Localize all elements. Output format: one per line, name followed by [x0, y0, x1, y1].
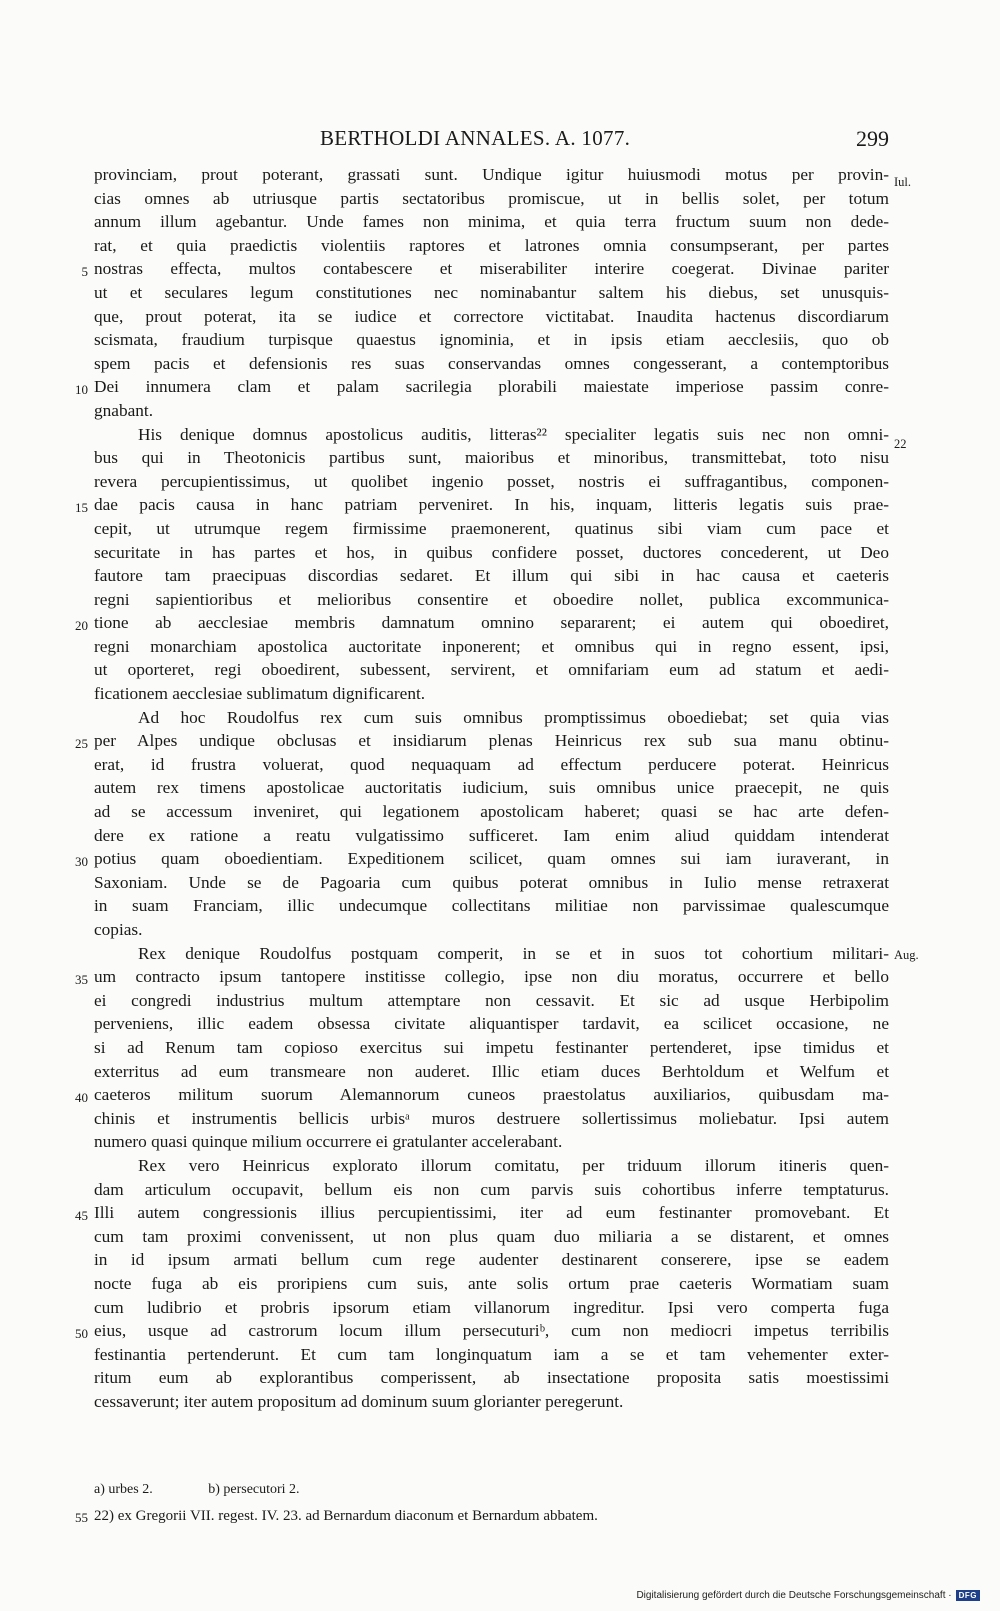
text-line: fautore tam praecipuas discordias sedaret. Et illum qui sibi in hac causa et caeteris — [94, 566, 889, 586]
line-number: 10 — [75, 382, 88, 397]
running-title: BERTHOLDI ANNALES. A. 1077. — [320, 126, 631, 150]
text-line: revera percupientissimus, ut quolibet ingenio posset, nostris ei suffragantibus, componen- — [94, 471, 889, 491]
page-header — [94, 126, 889, 156]
text-line: ut oporteret, regi oboedirent, subessent, servirent, et omnifariam eum ad statum et aedi- — [94, 660, 889, 680]
footnote-source — [75, 1508, 889, 1532]
text-line: nostras effecta, multos contabescere et miserabiliter interire coegerat. Divinae pariter — [94, 259, 889, 279]
text-line: annum illum agebantur. Unde fames non minima, et quia terra fructum suum non dede- — [94, 212, 889, 232]
line-number: 15 — [75, 500, 88, 515]
line-number: 55 — [75, 1510, 88, 1525]
text-line: ad se accessum inveniret, qui legationem apostolicam haberet; quasi se hac arte defen- — [94, 802, 889, 822]
text-line: cias omnes ab utriusque partis sectatoribus promiscue, ut in bellis solet, per totum — [94, 188, 889, 208]
text-line: bus qui in Theotonicis partibus sunt, maioribus et minoribus, transmittebat, toto nisu — [94, 448, 889, 468]
text-line: tione ab aecclesiae membris damnatum omnino separarent; ei autem qui oboediret, — [94, 613, 889, 633]
text-line: perveniens, illic eadem obsessa civitate aliquantisper tardavit, ea scilicet occasione, ne — [94, 1014, 889, 1034]
text-line: chinis et instrumentis bellicis urbisᵃ muros destruere sollertissimus moliebatur. Ipsi autem — [94, 1108, 889, 1128]
text-line: que, prout poterat, ita se iudice et correctore victitabat. Inaudita hactenus discordiarum — [94, 306, 889, 326]
text-line: provinciam, prout poterant, grassati sunt. Undique igitur huiusmodi motus per provin- — [94, 165, 889, 184]
text-line: cum tam proximi convenissent, ut non plus quam duo miliaria a se distarent, et omnes — [94, 1226, 889, 1246]
digitization-text: Digitalisierung gefördert durch die Deutsche Forschungsgemeinschaft · — [636, 1590, 952, 1601]
footnote-a: a) urbes 2. — [94, 1482, 153, 1497]
text-line: spem pacis et defensionis res suas conservandas omnes congesserant, a contemptoribus — [94, 353, 889, 373]
line-number: 30 — [75, 854, 88, 869]
text-line: dere ex ratione a reatu vulgatissimo sufficeret. Iam enim aliud quiddam intenderat — [94, 825, 889, 845]
text-line: Rex denique Roudolfus postquam comperit, in se et in suos tot cohortium militari- — [138, 943, 889, 963]
line-number: 25 — [75, 736, 88, 751]
footnotes — [75, 1482, 889, 1532]
text-line: scismata, fraudium turpisque quaestus ignominia, et in ipsis etiam aecclesiis, quo ob — [94, 330, 889, 350]
text-line: um contracto ipsum tantopere institisse collegio, ipse non diu moratus, occurrere et bello — [94, 967, 889, 987]
text-line: nocte fuga ab eis proripiens cum suis, ante solis ortum prae caeteris Wormatiam suam — [94, 1273, 889, 1293]
text-line: regni sapientioribus et melioribus consentire et oboedire nollet, publica excommunica- — [94, 589, 889, 609]
text-line: ritum eum ab explorantibus comperissent, ab insectatione proposita satis moestissimi — [94, 1368, 889, 1388]
line-number: 45 — [75, 1208, 88, 1223]
page-number: 299 — [856, 126, 889, 151]
line-number: 35 — [75, 972, 88, 987]
text-line: cum ludibrio et probris ipsorum etiam villanorum ingreditur. Ipsi vero comperta fuga — [94, 1297, 889, 1317]
text-line: rat, et quia praedictis violentiis raptores et latrones omnia consumpserant, per partes — [94, 235, 889, 255]
line-number: 50 — [75, 1326, 88, 1341]
text-line: cessaverunt; iter autem propositum ad dominum suum glorianter peregerunt. — [94, 1391, 624, 1411]
text-line: in suam Franciam, illic undecumque collectitans militiae non parvissimae qualescumque — [94, 896, 889, 916]
footnote-22: 22) ex Gregorii VII. regest. IV. 23. ad Bernardum diaconum et Bernardum abbatem. — [94, 1508, 598, 1524]
text-line: securitate in has partes et hos, in quibus confidere posset, ductores concederent, ut Deo — [94, 542, 889, 562]
text-line: ut et seculares legum constitutiones nec nominabantur saltem his diebus, set unusquis- — [94, 282, 889, 302]
text-line: numero quasi quinque milium occurrere ei gratulanter accelerabant. — [94, 1132, 563, 1152]
line-number: 5 — [81, 264, 88, 279]
text-line: festinantia pertenderunt. Et cum tam longinquatum iam a se et tam vehementer exter- — [94, 1344, 889, 1364]
text-line: in id ipsum armati bellum cum rege audenter destinarent conserere, ipse se eadem — [94, 1250, 889, 1270]
text-line: exterritus ad eum transmeare non auderet. Illic etiam duces Berhtoldum et Welfum et — [94, 1061, 889, 1081]
dfg-logo: DFG — [956, 1590, 980, 1601]
margin-note-month: Iul. — [894, 175, 912, 189]
line-number: 20 — [75, 618, 88, 633]
text-line: copias. — [94, 920, 143, 939]
text-line: potius quam oboedientiam. Expeditionem scilicet, quam omnes sui iam iuraverant, in — [94, 849, 889, 869]
main-text — [75, 163, 919, 1413]
text-line: erat, id frustra voluerat, quod nequaquam ad effectum perducere poterat. Heinricus — [94, 754, 889, 774]
text-line: ei congredi industrius multum attemptare non cessavit. Et sic ad usque Herbipolim — [94, 990, 889, 1010]
text-line: gnabant. — [94, 400, 154, 420]
digitization-credit — [636, 1590, 980, 1601]
text-line: cepit, ut utrumque regem firmissime praemonerent, quatinus sibi viam cum pace et — [94, 518, 889, 538]
text-line: dam articulum occupavit, bellum eis non cum parvis suis cohortibus inferre temptaturus. — [94, 1179, 889, 1199]
text-line: Rex vero Heinricus explorato illorum comitatu, per triduum illorum itineris quen- — [138, 1155, 889, 1175]
text-line: Ad hoc Roudolfus rex cum suis omnibus promptissimus oboediebat; set quia vias — [138, 707, 889, 727]
text-line: autem rex timens apostolicae auctoritatis iudicium, suis omnibus unice praecepit, ne quis — [94, 778, 889, 798]
margin-note-footnote-ref: 22 — [894, 437, 907, 451]
text-line: Saxoniam. Unde se de Pagoaria cum quibus poterat omnibus in Iulio mense retraxerat — [94, 872, 889, 892]
footnote-b: b) persecutori 2. — [208, 1482, 300, 1497]
margin-note-month: Aug. — [894, 948, 919, 962]
line-number: 40 — [75, 1090, 88, 1105]
critical-apparatus — [94, 1482, 889, 1508]
text-line: per Alpes undique obclusas et insidiarum plenas Heinricus rex sub sua manu obtinu- — [94, 731, 889, 751]
text-line: regni monarchiam apostolica auctoritate inponerent; et omnibus qui in regno essent, ipsi, — [94, 636, 889, 656]
text-line: His denique domnus apostolicus auditis, litteras²² specialiter legatis suis nec non omni- — [138, 424, 889, 444]
text-line: Dei innumera clam et palam sacrilegia plorabili maiestate imperiose passim conre- — [94, 377, 889, 397]
text-line: si ad Renum tam copioso exercitus sui impetu festinanter pertenderet, ipse timidus et — [94, 1037, 889, 1057]
text-line: ficationem aecclesiae sublimatum dignificarent. — [94, 684, 426, 704]
text-line: dae pacis causa in hanc patriam perveniret. In his, inquam, litteris legatis suis prae- — [94, 495, 889, 515]
text-line: Illi autem congressionis illius percupientissimi, iter ad eum festinanter promovebant. Et — [94, 1203, 889, 1223]
text-line: caeteros militum suorum Alemannorum cuneos praestolatus auxiliarios, quibusdam ma- — [94, 1085, 889, 1105]
text-line: eius, usque ad castrorum locum illum persecuturiᵇ, cum non mediocri impetus terribilis — [94, 1321, 889, 1341]
